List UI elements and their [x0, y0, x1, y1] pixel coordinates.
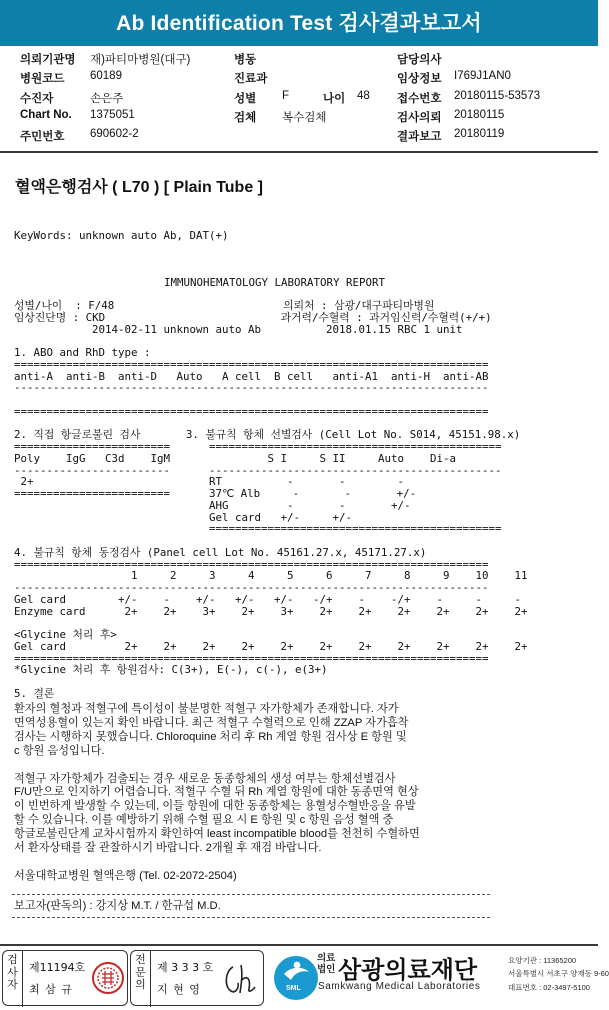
report-line: Gel card +/- - +/- +/- +/- -/+ - -/+ - - - [14, 592, 522, 606]
sex-value: F [282, 90, 290, 102]
info-row [0, 70, 598, 88]
contact-address: 서울특별시 서초구 양재동 9-60 [508, 969, 609, 978]
specialist-signature-icon [221, 961, 259, 997]
report-line: ------------------------------------------------------------------------- [14, 381, 489, 395]
hospital-value: 재)파티마병원(대구) [90, 54, 191, 66]
report-line: 4. 불규칙 항체 동정검사 (Panel cell Lot No. 45161.27.x, 45171.27.x) [14, 545, 427, 559]
report-line: 임상진단명 : CKD 과거력/수혈력 : 과거임신력/수혈력(+/+) [14, 310, 492, 324]
request-value: 20180115 [454, 109, 505, 121]
contact-code: 요양기관 : 11365200 [508, 956, 577, 965]
signature-divider [12, 917, 490, 918]
specimen-value: 복수검체 [282, 112, 327, 124]
signature-divider [12, 894, 490, 895]
specialist-stamp-box [130, 950, 264, 1006]
conclusion-line: 이 빈번하게 발생할 수 있는데, 이들 항원에 대한 동종항체는 용혈성수혈반응을 유발 [14, 800, 416, 813]
conclusion-line: 검사는 시행하지 못했습니다. Chloroquine 처리 후 Rh 계열 항원 검사상 E 항원 및 [14, 730, 407, 743]
report-line: Gel card +/- +/- [14, 510, 353, 524]
specialist-license: 제 3 3 3 호 [157, 961, 214, 974]
header-divider [0, 151, 598, 153]
org-english-name: Samkwang Medical Laboratories [318, 981, 481, 992]
logo-text: SML [286, 985, 301, 992]
report-title: Ab Identification Test 검사결과보고서 [0, 0, 598, 46]
conclusion-line: 서울대학교병원 혈액은행 (Tel. 02-2072-2504) [14, 869, 237, 882]
chart-value: 1375051 [90, 109, 135, 121]
section-title: 혈액은행검사 ( L70 ) [ Plain Tube ] [15, 179, 264, 196]
footer [0, 950, 609, 1008]
report-line: ========================================================================= [14, 557, 489, 571]
report-line: <Glycine 처리 후> [14, 628, 117, 641]
info-row [0, 109, 598, 127]
report-line: ======================== 37℃ Alb - - +/- [14, 487, 417, 500]
report-line [14, 535, 594, 547]
name-label: 수진자 [20, 93, 54, 105]
doctor-label: 담당의사 [397, 54, 442, 66]
conclusion-line: 면역성용혈이 있는지 확인 바랍니다. 최근 적혈구 수혈력으로 인해 ZZAP 자가흡착 [14, 716, 409, 729]
company-logo-icon [274, 956, 318, 1000]
info-row [0, 90, 598, 108]
report-line: 2014-02-11 unknown auto Ab 2018.01.15 RBC 1 unit [14, 322, 463, 336]
inspector-seal-icon [91, 961, 125, 995]
specimen-label: 검체 [234, 112, 257, 124]
age-value: 48 [357, 90, 370, 102]
ward-label: 병동 [234, 54, 257, 66]
conclusion-line: c 항원 음성입니다. [14, 744, 105, 757]
clinical-value: I769J1AN0 [454, 70, 511, 82]
code-label: 병원코드 [20, 73, 65, 85]
report-line: 5. 결론 [14, 686, 55, 700]
conclusion-line: 서 환자상태를 잘 관찰하시기 바랍니다. 2개월 후 재검 바랍니다. [14, 842, 322, 854]
rrn-value: 690602-2 [90, 128, 139, 140]
rrn-label: 주민번호 [20, 131, 65, 143]
report-line [14, 676, 594, 688]
inspector-label: 검 사 자 [3, 951, 23, 1007]
conclusion-line: 적혈구 자가항체가 검출되는 경우 새로운 동종항체의 생성 여부는 항체선별검사 [14, 772, 396, 785]
report-line: anti-A anti-B anti-D Auto A cell B cell anti-A1 anti-H anti-AB [14, 369, 489, 383]
report-line: ------------------------ --------------------------------------------- [14, 463, 502, 477]
report-line: *Glycine 처리 후 항원검사: C(3+), E(-), c(-), e(3+) [14, 663, 328, 677]
report-lines [14, 265, 594, 700]
report-line: 2+ RT - - - [14, 475, 405, 489]
report-line: 1 2 3 4 5 6 7 8 9 10 11 [14, 569, 528, 583]
logo-figure-icon [281, 960, 311, 982]
specialist-label: 전 문 의 [131, 951, 151, 1007]
inspector-stamp-box [2, 950, 128, 1006]
age-label: 나이 [323, 93, 346, 105]
info-row [0, 128, 598, 146]
org-prefix: 의료 법인 [317, 953, 336, 975]
receipt-value: 20180115-53573 [454, 90, 541, 102]
report-line: 1. ABO and RhD type : [14, 346, 151, 359]
org-name: 삼광의료재단 [338, 957, 478, 984]
inspector-name: 최 삼 규 [29, 983, 73, 996]
report-line: ------------------------------------------------------------------------- [14, 581, 489, 594]
footer-divider [0, 944, 598, 946]
name-value: 손은주 [90, 93, 124, 105]
conclusion-line: 환자의 혈청과 적혈구에 특이성이 불분명한 적혈구 자가항체가 존재합니다. 자가 [14, 703, 399, 715]
dept-label: 진료과 [234, 73, 268, 85]
report-line: Enzyme card 2+ 2+ 3+ 2+ 3+ 2+ 2+ 2+ 2+ 2+ 2+ [14, 604, 528, 618]
report-line: 성별/나이 : F/48 의뢰처 : 삼광/대구파티마병원 [14, 299, 435, 312]
conclusion-line: 할 수 있습니다. 이를 예방하기 위해 수혈 필요 시 E 항원 및 c 항원 음성 혈액 중 [14, 814, 394, 827]
conclusion-line: 항글로불린단계 교차시험까지 확인하여 least incompatible blood를 천천히 수혈하면 [14, 828, 420, 841]
lab-report-body [14, 206, 594, 700]
hospital-label: 의뢰기관명 [20, 54, 76, 66]
keywords-line: KeyWords: unknown auto Ab, DAT(+) [14, 228, 229, 242]
request-label: 검사의뢰 [397, 112, 442, 124]
receipt-label: 접수번호 [397, 93, 442, 105]
report-line: ============================================= [14, 522, 502, 536]
report-line: Poly IgG C3d IgM S I S II Auto Di-a [14, 451, 457, 465]
report-line: IMMUNOHEMATOLOGY LABORATORY REPORT [164, 275, 386, 289]
inspector-license: 제11194호 [29, 961, 86, 974]
reporter-line: 보고자(판독의) : 강지상 M.T. / 한규섭 M.D. [14, 900, 221, 912]
sex-label: 성별 [234, 93, 257, 105]
clinical-label: 임상정보 [397, 73, 442, 85]
report-line [14, 394, 594, 406]
report-line: Gel card 2+ 2+ 2+ 2+ 2+ 2+ 2+ 2+ 2+ 2+ 2+ [14, 639, 528, 653]
report-line: 2. 직접 항글로불린 검사 3. 불규칙 항체 선별검사 (Cell Lot No. S014, 45151.98.x) [14, 428, 521, 442]
contact-phone: 대표번호 : 02-3497-5100 [508, 983, 590, 992]
report-line [14, 265, 594, 277]
result-label: 결과보고 [397, 131, 442, 143]
specialist-name: 지 현 영 [157, 983, 201, 996]
code-value: 60189 [90, 70, 122, 82]
info-row [0, 51, 598, 69]
report-line: AHG - - +/- [14, 498, 411, 512]
report-line: ========================================================================= [14, 357, 489, 371]
conclusion-line: F/U만으로 인지하기 어렵습니다. 적혈구 수혈 뒤 Rh 계열 항원에 대한 동종면역 현상 [14, 786, 419, 799]
chart-label: Chart No. [20, 109, 72, 121]
report-line: ========================================================================= [14, 404, 489, 418]
report-line: ========================================================================= [14, 651, 489, 665]
report-line: ======================== ============================================= [14, 440, 502, 453]
result-value: 20180119 [454, 128, 505, 140]
